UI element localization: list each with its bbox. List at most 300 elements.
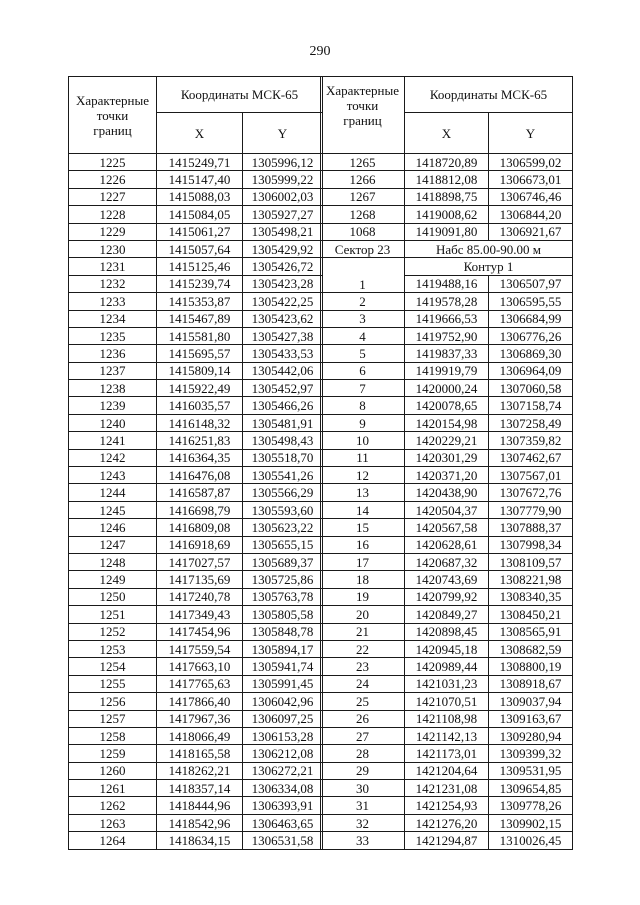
table-row <box>69 745 323 762</box>
x-coordinate: 1420989,44 <box>405 658 489 675</box>
y-coordinate: 1306673,01 <box>489 171 573 188</box>
x-coordinate: 1415581,80 <box>157 327 243 344</box>
point-id: 26 <box>321 710 405 727</box>
x-coordinate: 1419752,90 <box>405 327 489 344</box>
table-row <box>69 727 323 744</box>
y-coordinate: 1305623,22 <box>243 519 323 536</box>
points-header-line: Характерные <box>326 83 399 98</box>
point-id: 24 <box>321 675 405 692</box>
point-id: 1068 <box>321 223 405 240</box>
point-id: 1259 <box>69 745 157 762</box>
y-coordinate: 1308800,19 <box>489 658 573 675</box>
table-row <box>321 484 573 501</box>
x-header: X <box>157 113 243 154</box>
point-id: 1229 <box>69 223 157 240</box>
contour-label: Контур 1 <box>405 258 573 275</box>
y-coordinate: 1305991,45 <box>243 675 323 692</box>
table-row <box>69 397 323 414</box>
y-coordinate: 1307462,67 <box>489 449 573 466</box>
x-coordinate: 1421173,01 <box>405 745 489 762</box>
x-coordinate: 1420945,18 <box>405 640 489 657</box>
point-id: 1266 <box>321 171 405 188</box>
table-row <box>69 188 323 205</box>
y-coordinate: 1308450,21 <box>489 606 573 623</box>
point-id: 27 <box>321 727 405 744</box>
y-coordinate: 1306212,08 <box>243 745 323 762</box>
y-coordinate: 1307998,34 <box>489 536 573 553</box>
y-coordinate: 1307258,49 <box>489 414 573 431</box>
table-row <box>321 432 573 449</box>
table-row <box>321 310 573 327</box>
table-row <box>69 449 323 466</box>
y-coordinate: 1306507,97 <box>489 275 573 292</box>
point-id: 1230 <box>69 240 157 257</box>
point-id: 1249 <box>69 571 157 588</box>
point-id: 10 <box>321 432 405 449</box>
x-coordinate: 1417866,40 <box>157 693 243 710</box>
y-coordinate: 1305466,26 <box>243 397 323 414</box>
x-coordinate: 1416251,83 <box>157 432 243 449</box>
y-coordinate: 1305442,06 <box>243 362 323 379</box>
y-coordinate: 1306153,28 <box>243 727 323 744</box>
point-id: 1237 <box>69 362 157 379</box>
table-row <box>321 345 573 362</box>
table-row <box>69 240 323 257</box>
point-id: 1238 <box>69 380 157 397</box>
point-id: 15 <box>321 519 405 536</box>
x-coordinate: 1421108,98 <box>405 710 489 727</box>
x-coordinate: 1420154,98 <box>405 414 489 431</box>
table-row <box>321 519 573 536</box>
table-row <box>69 640 323 657</box>
point-id: 9 <box>321 414 405 431</box>
x-coordinate: 1416035,57 <box>157 397 243 414</box>
x-coordinate: 1420743,69 <box>405 571 489 588</box>
table-row <box>69 588 323 605</box>
x-coordinate: 1416587,87 <box>157 484 243 501</box>
y-coordinate: 1305498,21 <box>243 223 323 240</box>
x-coordinate: 1418357,14 <box>157 780 243 797</box>
x-coordinate: 1419488,16 <box>405 275 489 292</box>
x-coordinate: 1415239,74 <box>157 275 243 292</box>
y-coordinate: 1305498,43 <box>243 432 323 449</box>
table-row <box>69 362 323 379</box>
point-id: 30 <box>321 780 405 797</box>
table-row <box>321 206 573 223</box>
table-row <box>321 188 573 205</box>
y-coordinate: 1305423,28 <box>243 275 323 292</box>
x-coordinate: 1420078,65 <box>405 397 489 414</box>
x-coordinate: 1421254,93 <box>405 797 489 814</box>
table-row <box>321 467 573 484</box>
x-coordinate: 1419837,33 <box>405 345 489 362</box>
table-row <box>321 223 573 240</box>
x-coordinate: 1418542,96 <box>157 814 243 831</box>
sector-elevation: Набс 85.00-90.00 м <box>405 240 573 257</box>
x-coordinate: 1415467,89 <box>157 310 243 327</box>
table-row <box>321 588 573 605</box>
point-id: 1236 <box>69 345 157 362</box>
y-coordinate: 1305541,26 <box>243 467 323 484</box>
x-coordinate: 1418812,08 <box>405 171 489 188</box>
y-coordinate: 1306595,55 <box>489 293 573 310</box>
point-id: 32 <box>321 814 405 831</box>
table-row <box>69 484 323 501</box>
y-coordinate: 1307060,58 <box>489 380 573 397</box>
table-row <box>321 606 573 623</box>
table-row <box>69 814 323 831</box>
point-id: 1245 <box>69 501 157 518</box>
point-id: 1260 <box>69 762 157 779</box>
table-row <box>321 762 573 779</box>
x-coordinate: 1415249,71 <box>157 154 243 171</box>
y-coordinate: 1306002,03 <box>243 188 323 205</box>
y-coordinate: 1306599,02 <box>489 154 573 171</box>
table-row <box>69 693 323 710</box>
y-coordinate: 1305805,58 <box>243 606 323 623</box>
x-coordinate: 1421142,13 <box>405 727 489 744</box>
table-row <box>69 432 323 449</box>
x-coordinate: 1415809,14 <box>157 362 243 379</box>
point-id: 20 <box>321 606 405 623</box>
table-row <box>321 414 573 431</box>
x-coordinate: 1421276,20 <box>405 814 489 831</box>
point-id: 13 <box>321 484 405 501</box>
point-id: 1264 <box>69 832 157 849</box>
x-coordinate: 1420438,90 <box>405 484 489 501</box>
points-header <box>321 77 405 154</box>
table-row <box>321 449 573 466</box>
point-id: 7 <box>321 380 405 397</box>
x-coordinate: 1416476,08 <box>157 467 243 484</box>
x-coordinate: 1417454,96 <box>157 623 243 640</box>
x-coordinate: 1417559,54 <box>157 640 243 657</box>
y-coordinate: 1306684,99 <box>489 310 573 327</box>
table-row <box>321 293 573 310</box>
table-row <box>69 536 323 553</box>
point-id: 22 <box>321 640 405 657</box>
y-coordinate: 1305481,91 <box>243 414 323 431</box>
x-coordinate: 1416148,32 <box>157 414 243 431</box>
x-coordinate: 1421231,08 <box>405 780 489 797</box>
table-row <box>69 606 323 623</box>
point-id: 1242 <box>69 449 157 466</box>
table-row <box>321 553 573 570</box>
x-coordinate: 1419008,62 <box>405 206 489 223</box>
point-id: 11 <box>321 449 405 466</box>
x-coordinate: 1415088,03 <box>157 188 243 205</box>
x-coordinate: 1415084,05 <box>157 206 243 223</box>
table-row <box>321 501 573 518</box>
point-id: 18 <box>321 571 405 588</box>
point-id: 1226 <box>69 171 157 188</box>
y-coordinate: 1305999,22 <box>243 171 323 188</box>
points-header-line: Характерные <box>76 92 149 108</box>
y-coordinate: 1308221,98 <box>489 571 573 588</box>
y-header: Y <box>243 113 323 154</box>
point-id: 19 <box>321 588 405 605</box>
x-coordinate: 1419919,79 <box>405 362 489 379</box>
y-coordinate: 1308682,59 <box>489 640 573 657</box>
point-id: 1253 <box>69 640 157 657</box>
y-coordinate: 1308918,67 <box>489 675 573 692</box>
table-row <box>69 414 323 431</box>
table-row <box>321 780 573 797</box>
y-coordinate: 1306097,25 <box>243 710 323 727</box>
x-coordinate: 1418262,21 <box>157 762 243 779</box>
x-coordinate: 1421204,64 <box>405 762 489 779</box>
point-id: 1228 <box>69 206 157 223</box>
y-coordinate: 1305848,78 <box>243 623 323 640</box>
x-coordinate: 1418444,96 <box>157 797 243 814</box>
table-row <box>69 467 323 484</box>
point-id: 1227 <box>69 188 157 205</box>
table-row <box>321 675 573 692</box>
y-coordinate: 1305566,29 <box>243 484 323 501</box>
point-id: 1258 <box>69 727 157 744</box>
x-coordinate: 1417135,69 <box>157 571 243 588</box>
point-id: 1265 <box>321 154 405 171</box>
y-header: Y <box>489 113 573 154</box>
x-coordinate: 1420799,92 <box>405 588 489 605</box>
x-coordinate: 1420849,27 <box>405 606 489 623</box>
point-id: 17 <box>321 553 405 570</box>
x-coordinate: 1418634,15 <box>157 832 243 849</box>
point-id: 1252 <box>69 623 157 640</box>
point-id: 28 <box>321 745 405 762</box>
points-header-line: точки <box>96 107 129 123</box>
y-coordinate: 1306393,91 <box>243 797 323 814</box>
y-coordinate: 1306746,46 <box>489 188 573 205</box>
points-header-line: границ <box>93 122 132 138</box>
page-number: 290 <box>309 44 331 59</box>
y-coordinate: 1305927,27 <box>243 206 323 223</box>
table-row <box>69 553 323 570</box>
point-id: 16 <box>321 536 405 553</box>
table-row <box>321 710 573 727</box>
x-coordinate: 1420687,32 <box>405 553 489 570</box>
y-coordinate: 1306844,20 <box>489 206 573 223</box>
sector-row <box>321 240 573 257</box>
point-id: 1255 <box>69 675 157 692</box>
point-id: 1232 <box>69 275 157 292</box>
x-coordinate: 1421031,23 <box>405 675 489 692</box>
table-row <box>69 780 323 797</box>
y-coordinate: 1305689,37 <box>243 553 323 570</box>
y-coordinate: 1307359,82 <box>489 432 573 449</box>
x-coordinate: 1420371,20 <box>405 467 489 484</box>
table-row <box>321 623 573 640</box>
y-coordinate: 1305763,78 <box>243 588 323 605</box>
y-coordinate: 1310026,45 <box>489 832 573 849</box>
y-coordinate: 1305593,60 <box>243 501 323 518</box>
x-coordinate: 1418720,89 <box>405 154 489 171</box>
x-coordinate: 1419666,53 <box>405 310 489 327</box>
y-coordinate: 1307672,76 <box>489 484 573 501</box>
point-id: 1233 <box>69 293 157 310</box>
x-coordinate: 1418165,58 <box>157 745 243 762</box>
points-header-line: точки <box>346 98 379 113</box>
table-row <box>321 745 573 762</box>
x-coordinate: 1416698,79 <box>157 501 243 518</box>
y-coordinate: 1305996,12 <box>243 154 323 171</box>
y-coordinate: 1307158,74 <box>489 397 573 414</box>
y-coordinate: 1308565,91 <box>489 623 573 640</box>
table-row <box>321 362 573 379</box>
coords-header: Координаты МСК-65 <box>157 77 323 113</box>
point-id: 8 <box>321 397 405 414</box>
table-row <box>321 832 573 849</box>
y-coordinate: 1309037,94 <box>489 693 573 710</box>
y-coordinate: 1309902,15 <box>489 814 573 831</box>
table-row <box>321 727 573 744</box>
y-coordinate: 1306463,65 <box>243 814 323 831</box>
point-id: 1246 <box>69 519 157 536</box>
point-id: 5 <box>321 345 405 362</box>
point-id: 1261 <box>69 780 157 797</box>
x-coordinate: 1417240,78 <box>157 588 243 605</box>
y-coordinate: 1305655,15 <box>243 536 323 553</box>
y-coordinate: 1309654,85 <box>489 780 573 797</box>
y-coordinate: 1309531,95 <box>489 762 573 779</box>
x-coordinate: 1419091,80 <box>405 223 489 240</box>
table-row <box>69 832 323 849</box>
point-id: 23 <box>321 658 405 675</box>
point-id: 12 <box>321 467 405 484</box>
x-coordinate: 1416364,35 <box>157 449 243 466</box>
x-coordinate: 1420301,29 <box>405 449 489 466</box>
x-coordinate: 1415922,49 <box>157 380 243 397</box>
y-coordinate: 1306531,58 <box>243 832 323 849</box>
point-id: 1257 <box>69 710 157 727</box>
y-coordinate: 1305422,25 <box>243 293 323 310</box>
table-row <box>69 623 323 640</box>
table-row <box>69 293 323 310</box>
right-coordinates-table <box>320 76 573 850</box>
table-row <box>69 275 323 292</box>
x-coordinate: 1417349,43 <box>157 606 243 623</box>
table-row <box>321 640 573 657</box>
x-coordinate: 1417967,36 <box>157 710 243 727</box>
point-id: 1254 <box>69 658 157 675</box>
y-coordinate: 1305423,62 <box>243 310 323 327</box>
table-row <box>69 675 323 692</box>
x-coordinate: 1417765,63 <box>157 675 243 692</box>
x-coordinate: 1421294,87 <box>405 832 489 849</box>
table-row <box>69 345 323 362</box>
point-id: 1239 <box>69 397 157 414</box>
y-coordinate: 1305429,92 <box>243 240 323 257</box>
table-row <box>321 571 573 588</box>
x-coordinate: 1417663,10 <box>157 658 243 675</box>
table-row <box>321 693 573 710</box>
point-id: 1225 <box>69 154 157 171</box>
table-row <box>321 327 573 344</box>
point-id: 21 <box>321 623 405 640</box>
point-id: 25 <box>321 693 405 710</box>
table-row <box>321 397 573 414</box>
x-coordinate: 1415695,57 <box>157 345 243 362</box>
x-coordinate: 1420000,24 <box>405 380 489 397</box>
points-header <box>69 77 157 154</box>
point-id: 1247 <box>69 536 157 553</box>
point-id: 31 <box>321 797 405 814</box>
x-coordinate: 1415125,46 <box>157 258 243 275</box>
y-coordinate: 1305894,17 <box>243 640 323 657</box>
x-coordinate: 1416809,08 <box>157 519 243 536</box>
table-row <box>69 310 323 327</box>
y-coordinate: 1305941,74 <box>243 658 323 675</box>
table-row <box>69 762 323 779</box>
table-row <box>321 154 573 171</box>
point-id: 1231 <box>69 258 157 275</box>
x-coordinate: 1415057,64 <box>157 240 243 257</box>
table-row <box>321 658 573 675</box>
y-coordinate: 1306334,08 <box>243 780 323 797</box>
point-id: 1263 <box>69 814 157 831</box>
point-id: 1 <box>321 258 405 293</box>
coords-header: Координаты МСК-65 <box>405 77 573 113</box>
y-coordinate: 1306042,96 <box>243 693 323 710</box>
x-coordinate: 1420628,61 <box>405 536 489 553</box>
point-id: 4 <box>321 327 405 344</box>
y-coordinate: 1309399,32 <box>489 745 573 762</box>
table-row <box>321 797 573 814</box>
y-coordinate: 1306921,67 <box>489 223 573 240</box>
sector-name: Сектор 23 <box>321 240 405 257</box>
y-coordinate: 1305725,86 <box>243 571 323 588</box>
table-row <box>69 223 323 240</box>
y-coordinate: 1308340,35 <box>489 588 573 605</box>
x-coordinate: 1420504,37 <box>405 501 489 518</box>
point-id: 1262 <box>69 797 157 814</box>
x-coordinate: 1415353,87 <box>157 293 243 310</box>
x-header: X <box>405 113 489 154</box>
x-coordinate: 1420898,45 <box>405 623 489 640</box>
point-id: 1235 <box>69 327 157 344</box>
point-id: 1268 <box>321 206 405 223</box>
x-coordinate: 1418066,49 <box>157 727 243 744</box>
y-coordinate: 1307567,01 <box>489 467 573 484</box>
point-id: 33 <box>321 832 405 849</box>
point-id: 2 <box>321 293 405 310</box>
point-id: 1256 <box>69 693 157 710</box>
y-coordinate: 1306776,26 <box>489 327 573 344</box>
x-coordinate: 1417027,57 <box>157 553 243 570</box>
y-coordinate: 1305426,72 <box>243 258 323 275</box>
table-row <box>69 571 323 588</box>
point-id: 1243 <box>69 467 157 484</box>
x-coordinate: 1416918,69 <box>157 536 243 553</box>
y-coordinate: 1309163,67 <box>489 710 573 727</box>
table-row <box>321 814 573 831</box>
point-id: 1244 <box>69 484 157 501</box>
y-coordinate: 1306869,30 <box>489 345 573 362</box>
x-coordinate: 1421070,51 <box>405 693 489 710</box>
table-row <box>69 171 323 188</box>
points-header-line: границ <box>343 113 382 128</box>
y-coordinate: 1309280,94 <box>489 727 573 744</box>
y-coordinate: 1305518,70 <box>243 449 323 466</box>
y-coordinate: 1306272,21 <box>243 762 323 779</box>
table-row <box>321 380 573 397</box>
table-row <box>69 258 323 275</box>
x-coordinate: 1415147,40 <box>157 171 243 188</box>
table-row <box>69 206 323 223</box>
table-row <box>69 327 323 344</box>
contour-row <box>321 258 573 275</box>
y-coordinate: 1309778,26 <box>489 797 573 814</box>
